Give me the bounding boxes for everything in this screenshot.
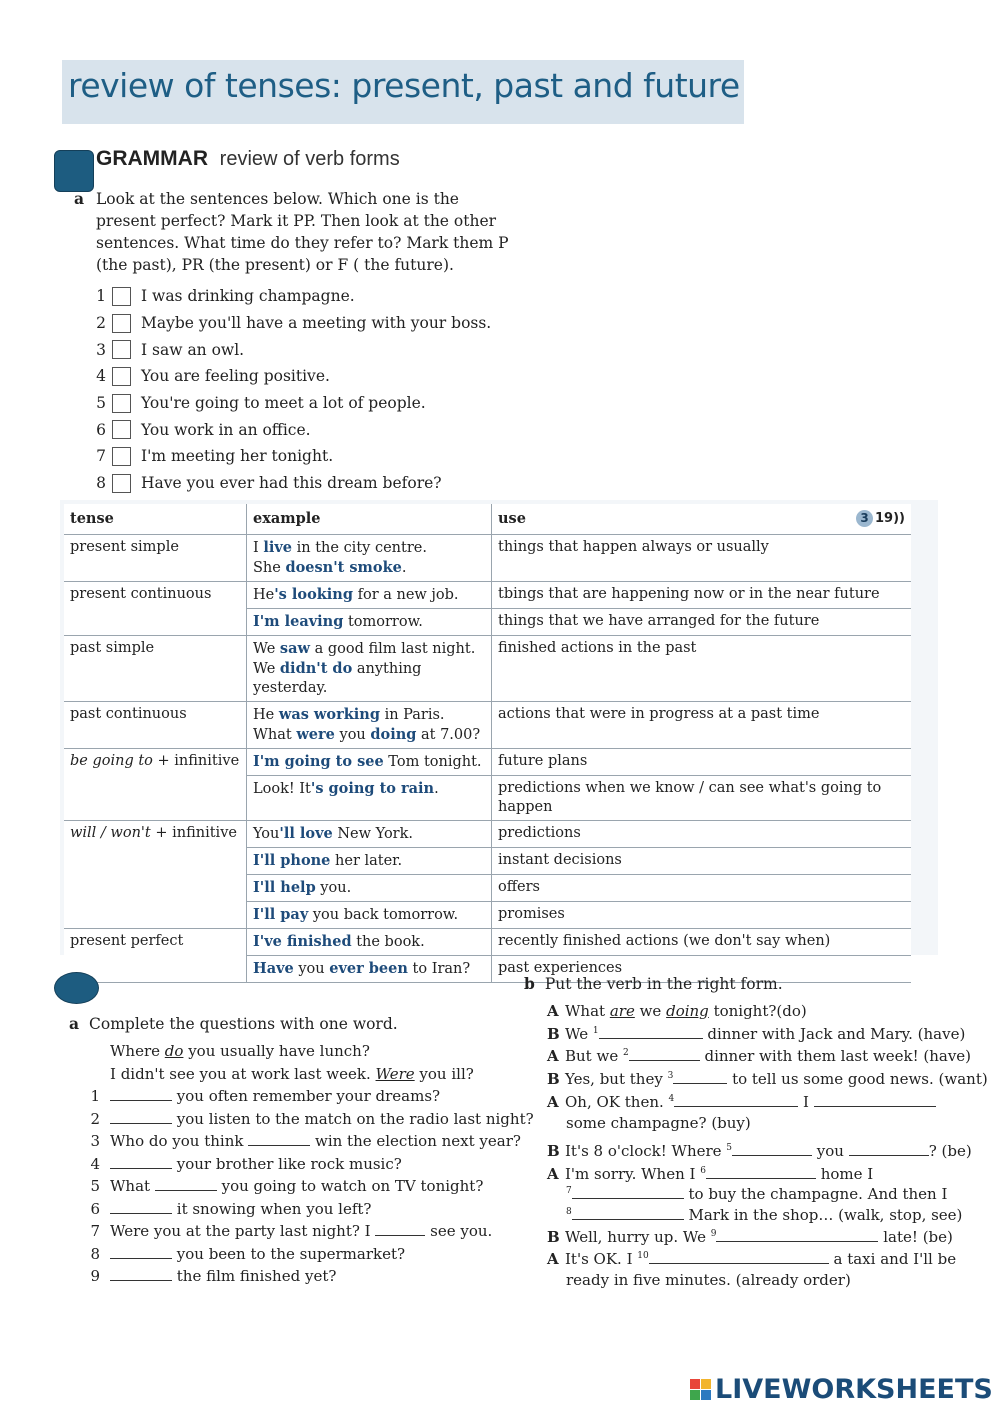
- speaker: A: [547, 1093, 559, 1111]
- text: to buy the champagne. And then I: [683, 1185, 948, 1203]
- gap-number: 2: [622, 1048, 629, 1058]
- text: you ill?: [414, 1065, 474, 1083]
- answer-blank[interactable]: [110, 1268, 172, 1281]
- use-cell: offers: [492, 875, 912, 902]
- text: He: [253, 707, 279, 723]
- gap-number: 7: [566, 1186, 572, 1196]
- verb-form: 's looking: [274, 586, 353, 603]
- dialogue-line: [547, 1093, 936, 1111]
- liveworksheets-logo: [690, 1374, 993, 1405]
- header-example: example: [247, 504, 492, 535]
- item-text: I saw an owl.: [141, 340, 245, 359]
- instruction-text: Look at the sentences below. Which one is the present perfect? Mark it PP. Then look at the other sentences. What time do they refer to? Mark them P (the past), PR (the present) or F ( the future).: [96, 190, 509, 274]
- example-answer: do: [164, 1042, 184, 1060]
- speaker: B: [547, 1228, 560, 1246]
- text: She: [253, 560, 286, 576]
- text: you back tomorrow.: [308, 907, 459, 923]
- speaker-icon: )): [893, 511, 905, 526]
- exercise-a2-instruction: [69, 1014, 398, 1033]
- gap-number: 8: [566, 1207, 572, 1217]
- answer-checkbox[interactable]: [112, 367, 131, 386]
- text: at 7.00?: [416, 727, 481, 743]
- example-cell: [247, 636, 492, 702]
- text: we: [634, 1002, 667, 1020]
- text: you going to watch on TV tonight?: [216, 1177, 484, 1195]
- sentence-list: [92, 283, 491, 497]
- item-number: 7: [96, 447, 106, 466]
- answer-blank[interactable]: [572, 1186, 684, 1199]
- dialogue-line: [547, 1250, 956, 1268]
- verb-form: was working: [278, 706, 380, 723]
- dialogue-line: [547, 1025, 965, 1043]
- tense-cell: present perfect: [64, 929, 247, 983]
- table-row: [64, 929, 911, 956]
- text: But we: [565, 1047, 623, 1065]
- use-cell: predictions when we know / can see what's going to happen: [492, 776, 912, 821]
- text: Well, hurry up. We: [565, 1228, 711, 1246]
- example-answer: Were: [375, 1065, 415, 1083]
- text: I'm sorry. When I: [565, 1165, 701, 1183]
- text: her later.: [330, 853, 403, 869]
- dialogue-line: ready in five minutes. (already order): [566, 1271, 851, 1289]
- item-number: 6: [96, 420, 106, 439]
- use-cell: future plans: [492, 749, 912, 776]
- verb-form: Have: [253, 960, 294, 977]
- item-number: 4: [96, 367, 106, 386]
- text: will / won't: [70, 825, 151, 841]
- item-text: You are feeling positive.: [141, 367, 330, 386]
- question-line: [80, 1200, 371, 1218]
- question-line: [80, 1177, 483, 1195]
- exercise-letter: a: [69, 1014, 80, 1033]
- list-item: [92, 310, 491, 337]
- text: What: [565, 1002, 610, 1020]
- audio-badge[interactable]: [856, 509, 905, 528]
- grammar-marker: [54, 150, 94, 192]
- text: to Iran?: [407, 961, 471, 977]
- gap-number: 9: [710, 1229, 717, 1239]
- text: to tell us some good news. (want): [727, 1070, 988, 1088]
- text: a good film last night.: [309, 641, 476, 657]
- answer-blank[interactable]: [649, 1251, 829, 1264]
- verb-form: were: [296, 726, 335, 743]
- text: dinner with Jack and Mary. (have): [702, 1025, 966, 1043]
- logo-square: [701, 1379, 711, 1389]
- text: win the election next year?: [310, 1132, 521, 1150]
- question-number: 4: [90, 1155, 100, 1173]
- tense-cell: past simple: [64, 636, 247, 702]
- tense-cell: past continuous: [64, 702, 247, 749]
- example-cell: [247, 956, 492, 983]
- speaker: B: [547, 1025, 560, 1043]
- dialogue-line: [547, 1142, 972, 1160]
- use-cell: things that happen always or usually: [492, 535, 912, 582]
- answer-blank[interactable]: [599, 1026, 703, 1039]
- verb-form: doesn't smoke: [285, 559, 402, 576]
- question-number: 2: [90, 1110, 100, 1128]
- question-number: 6: [90, 1200, 100, 1218]
- speaker: A: [547, 1165, 559, 1183]
- text: Look! It: [253, 781, 311, 797]
- gap-number: 3: [667, 1071, 674, 1081]
- item-text: Have you ever had this dream before?: [141, 474, 442, 493]
- question-line: [80, 1110, 534, 1128]
- exercise-marker: [54, 972, 99, 1004]
- answer-blank[interactable]: [110, 1111, 172, 1124]
- text: I didn't see you at work last week.: [110, 1065, 376, 1083]
- answer-blank[interactable]: [110, 1246, 172, 1259]
- speaker: A: [547, 1047, 559, 1065]
- text: Were you at the party last night? I: [110, 1222, 376, 1240]
- text: the film finished yet?: [172, 1267, 337, 1285]
- text: be going to: [70, 753, 153, 769]
- table-row: [64, 535, 911, 582]
- logo-square: [701, 1390, 711, 1400]
- text: Mark in the shop… (walk, stop, see): [683, 1206, 963, 1224]
- instruction-text: Complete the questions with one word.: [89, 1015, 398, 1033]
- example-answer: doing: [666, 1002, 709, 1020]
- answer-checkbox[interactable]: [112, 474, 131, 493]
- dialogue-line: [547, 1047, 971, 1065]
- text: Oh, OK then.: [565, 1093, 669, 1111]
- question-line: [80, 1245, 405, 1263]
- text: in Paris.: [379, 707, 445, 723]
- item-text: Maybe you'll have a meeting with your boss.: [141, 314, 492, 333]
- text: late! (be): [878, 1228, 953, 1246]
- tense-cell: [64, 749, 247, 821]
- dialogue-line: [566, 1206, 962, 1224]
- text: anything yesterday.: [253, 661, 422, 696]
- grammar-heading: [96, 147, 400, 171]
- answer-blank[interactable]: [814, 1094, 936, 1107]
- exercise-a1-instruction: [74, 188, 514, 276]
- text: ? (be): [928, 1142, 972, 1160]
- example-line: [110, 1065, 474, 1083]
- gap-number: 1: [592, 1026, 599, 1036]
- use-cell: actions that were in progress at a past time: [492, 702, 912, 749]
- text: your brother like rock music?: [172, 1155, 402, 1173]
- text: for a new job.: [352, 587, 459, 603]
- text: Who do you think: [110, 1132, 249, 1150]
- verb-form: doing: [370, 726, 417, 743]
- answer-blank[interactable]: [572, 1207, 684, 1220]
- verb-form: 's going to rain: [310, 780, 435, 797]
- example-cell: [247, 848, 492, 875]
- use-cell: finished actions in the past: [492, 636, 912, 702]
- text: you been to the supermarket?: [172, 1245, 406, 1263]
- text: you: [293, 961, 330, 977]
- answer-blank[interactable]: [674, 1094, 798, 1107]
- dialogue-line: some champagne? (buy): [566, 1114, 751, 1132]
- question-line: [80, 1087, 440, 1105]
- exercise-letter: b: [524, 974, 535, 993]
- answer-checkbox[interactable]: [112, 420, 131, 439]
- text: I: [798, 1093, 814, 1111]
- question-number: 5: [90, 1177, 100, 1195]
- text: you often remember your dreams?: [172, 1087, 441, 1105]
- example-cell: [247, 582, 492, 609]
- text: + infinitive: [152, 753, 240, 769]
- answer-blank[interactable]: [716, 1229, 878, 1242]
- tense-table: [64, 504, 911, 983]
- brand-name: LIVEWORKSHEETS: [715, 1374, 993, 1405]
- text: you: [812, 1142, 849, 1160]
- exercise-letter: a: [74, 189, 85, 208]
- example-cell: [247, 609, 492, 636]
- text: Where: [110, 1042, 165, 1060]
- text: I: [253, 540, 264, 556]
- verb-form: I've finished: [253, 933, 352, 950]
- example-cell: [247, 776, 492, 821]
- use-cell: promises: [492, 902, 912, 929]
- question-number: 3: [90, 1132, 100, 1150]
- example-cell: [247, 902, 492, 929]
- use-cell: tbings that are happening now or in the near future: [492, 582, 912, 609]
- answer-blank[interactable]: [155, 1178, 217, 1191]
- verb-form: 'll love: [279, 825, 333, 842]
- example-line: [110, 1042, 370, 1060]
- instruction-text: Put the verb in the right form.: [544, 975, 783, 993]
- question-line: [80, 1222, 492, 1240]
- answer-checkbox[interactable]: [112, 314, 131, 333]
- audio-track: 19: [875, 511, 894, 526]
- header-tense: tense: [64, 504, 247, 535]
- answer-blank[interactable]: [849, 1143, 929, 1156]
- question-number: 7: [90, 1222, 100, 1240]
- question-number: 1: [90, 1087, 100, 1105]
- dialogue-line: [566, 1185, 947, 1203]
- list-item: [92, 416, 491, 443]
- use-cell: recently finished actions (we don't say when): [492, 929, 912, 956]
- dialogue-line: [547, 1165, 873, 1183]
- answer-blank[interactable]: [110, 1201, 172, 1214]
- verb-form: I'll phone: [253, 852, 331, 869]
- list-item: [92, 443, 491, 470]
- answer-blank[interactable]: [629, 1048, 700, 1061]
- text: tomorrow.: [343, 614, 423, 630]
- example-cell: [247, 749, 492, 776]
- gap-number: 6: [700, 1166, 706, 1176]
- item-text: You work in an office.: [141, 420, 311, 439]
- page-title: review of tenses: present, past and future: [68, 66, 740, 105]
- example-cell: [247, 535, 492, 582]
- text: It's OK. I: [565, 1250, 638, 1268]
- list-item: [92, 283, 491, 310]
- verb-form: ever been: [329, 960, 408, 977]
- text: + infinitive: [150, 825, 237, 841]
- text: you: [334, 727, 371, 743]
- speaker: B: [547, 1070, 560, 1088]
- answer-checkbox[interactable]: [112, 340, 131, 359]
- dialogue-line: [547, 1070, 988, 1088]
- table-header-row: [64, 504, 911, 535]
- text: New York.: [332, 826, 414, 842]
- example-answer: are: [609, 1002, 635, 1020]
- use-cell: predictions: [492, 821, 912, 848]
- header-use-label: use: [498, 510, 526, 527]
- answer-blank[interactable]: [673, 1071, 727, 1084]
- grammar-label: GRAMMAR: [96, 147, 208, 170]
- example-cell: [247, 929, 492, 956]
- text: home I: [815, 1165, 874, 1183]
- text: a taxi and I'll be: [828, 1250, 957, 1268]
- example-cell: [247, 821, 492, 848]
- use-cell: things that we have arranged for the future: [492, 609, 912, 636]
- table-row: [64, 702, 911, 749]
- list-item: [92, 470, 491, 497]
- grammar-subtitle: review of verb forms: [219, 148, 400, 170]
- text: you listen to the match on the radio last night?: [172, 1110, 534, 1128]
- item-number: 2: [96, 314, 106, 333]
- list-item: [92, 363, 491, 390]
- gap-number: 4: [668, 1094, 675, 1104]
- item-number: 5: [96, 394, 106, 413]
- text: We: [253, 661, 280, 677]
- verb-form: I'm leaving: [253, 613, 344, 630]
- text: Tom tonight.: [383, 754, 482, 770]
- text: It's 8 o'clock! Where: [565, 1142, 727, 1160]
- gap-number: 5: [726, 1143, 733, 1153]
- tense-cell: present continuous: [64, 582, 247, 636]
- text: You: [253, 826, 280, 842]
- answer-checkbox[interactable]: [112, 394, 131, 413]
- verb-form: didn't do: [279, 660, 353, 677]
- item-text: I was drinking champagne.: [141, 287, 355, 306]
- answer-blank[interactable]: [248, 1133, 310, 1146]
- question-number: 8: [90, 1245, 100, 1263]
- verb-form: I'll pay: [253, 906, 309, 923]
- verb-form: saw: [279, 640, 310, 657]
- table-row: [64, 749, 911, 776]
- item-text: You're going to meet a lot of people.: [141, 394, 426, 413]
- item-number: 1: [96, 287, 106, 306]
- logo-icon: [690, 1379, 712, 1401]
- logo-square: [690, 1379, 700, 1389]
- example-cell: [247, 702, 492, 749]
- text: Yes, but they: [565, 1070, 668, 1088]
- use-cell: instant decisions: [492, 848, 912, 875]
- text: We: [565, 1025, 593, 1043]
- item-text: I'm meeting her tonight.: [141, 447, 334, 466]
- text: What: [110, 1177, 155, 1195]
- text: We: [253, 641, 280, 657]
- item-number: 3: [96, 340, 106, 359]
- verb-form: I'm going to see: [253, 753, 384, 770]
- header-use: [492, 504, 912, 535]
- question-line: [80, 1155, 402, 1173]
- table-row: [64, 582, 911, 609]
- text: it snowing when you left?: [172, 1200, 372, 1218]
- answer-blank[interactable]: [375, 1223, 425, 1236]
- dialogue-line: [547, 1228, 953, 1246]
- text: the book.: [351, 934, 425, 950]
- text: dinner with them last week! (have): [699, 1047, 972, 1065]
- audio-number: 3: [856, 510, 873, 527]
- text: you.: [315, 880, 352, 896]
- text: .: [401, 560, 407, 576]
- question-line: [80, 1267, 336, 1285]
- speaker: A: [547, 1002, 559, 1020]
- tense-cell: [64, 821, 247, 929]
- logo-square: [690, 1390, 700, 1400]
- question-line: [80, 1132, 521, 1150]
- answer-blank[interactable]: [110, 1088, 172, 1101]
- answer-checkbox[interactable]: [112, 447, 131, 466]
- question-number: 9: [90, 1267, 100, 1285]
- item-number: 8: [96, 474, 106, 493]
- text: you usually have lunch?: [183, 1042, 370, 1060]
- answer-checkbox[interactable]: [112, 287, 131, 306]
- text: What: [253, 727, 297, 743]
- text: tonight?(do): [708, 1002, 807, 1020]
- table-row: [64, 636, 911, 702]
- use-cell: past experiences: [492, 956, 912, 983]
- table-row: [64, 821, 911, 848]
- list-item: [92, 390, 491, 417]
- text: .: [434, 781, 439, 797]
- text: He: [253, 587, 275, 603]
- example-cell: [247, 875, 492, 902]
- verb-form: I'll help: [253, 879, 316, 896]
- verb-form: live: [263, 539, 293, 556]
- answer-blank[interactable]: [732, 1143, 812, 1156]
- speaker: A: [547, 1250, 559, 1268]
- exercise-b-instruction: [524, 974, 783, 993]
- text: see you.: [425, 1222, 493, 1240]
- dialogue-line: [547, 1002, 807, 1020]
- tense-cell: present simple: [64, 535, 247, 582]
- text: in the city centre.: [292, 540, 427, 556]
- list-item: [92, 336, 491, 363]
- answer-blank[interactable]: [110, 1156, 172, 1169]
- speaker: B: [547, 1142, 560, 1160]
- answer-blank[interactable]: [706, 1166, 816, 1179]
- gap-number: 10: [637, 1251, 649, 1261]
